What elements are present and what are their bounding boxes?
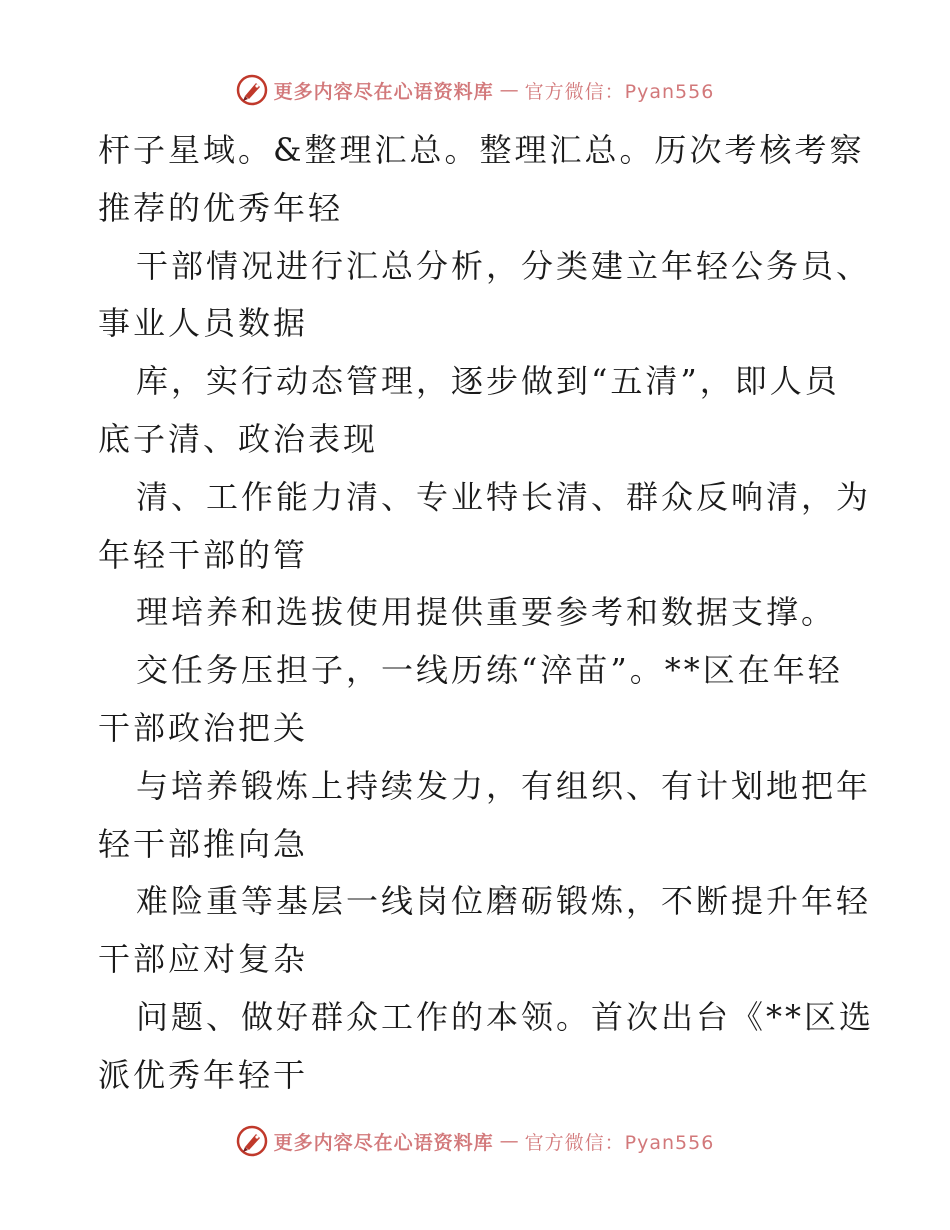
header-official-account: 官方微信：Pyan556	[524, 80, 715, 103]
pen-nib-logo-icon	[236, 74, 268, 106]
header-separator: —	[499, 79, 519, 101]
pen-nib-logo-icon	[236, 1125, 268, 1157]
footer-banner	[0, 1121, 950, 1161]
text-line: 干部政治把关	[98, 708, 309, 747]
text-line: 库，实行动态管理，逐步做到“五清”，即人员	[136, 362, 840, 401]
text-line: 干部应对复杂	[98, 940, 309, 979]
text-line: 干部情况进行汇总分析，分类建立年轻公务员、	[136, 246, 872, 285]
document-body	[98, 122, 875, 1105]
header-brand-text: 更多内容尽在心语资料库	[273, 80, 494, 103]
text-line: 与培养锻炼上持续发力，有组织、有计划地把年	[136, 766, 872, 805]
text-line: 派优秀年轻干	[98, 1055, 309, 1094]
text-line: 难险重等基层一线岗位磨砺锻炼，不断提升年轻	[136, 882, 872, 921]
text-line: 杆子星域。&整理汇总。整理汇总。历次考核考察	[98, 131, 865, 169]
text-line: 底子清、政治表现	[98, 419, 379, 458]
text-line: 推荐的优秀年轻	[98, 188, 344, 227]
text-line: 轻干部推向急	[98, 824, 309, 863]
text-line: 清、工作能力清、专业特长清、群众反响清，为	[136, 477, 872, 516]
text-line: 事业人员数据	[98, 304, 309, 343]
footer-brand-text: 更多内容尽在心语资料库	[273, 1131, 494, 1154]
text-line: 理培养和选拔使用提供重要参考和数据支撑。	[136, 593, 837, 632]
footer-separator: —	[499, 1130, 519, 1152]
text-line: 问题、做好群众工作的本领。首次出台《**区选	[136, 997, 875, 1036]
header-banner	[0, 70, 950, 110]
text-line: 年轻干部的管	[98, 535, 309, 574]
text-line: 交任务压担子，一线历练“淬苗”。**区在年轻	[136, 651, 843, 690]
footer-official-account: 官方微信：Pyan556	[524, 1131, 715, 1154]
